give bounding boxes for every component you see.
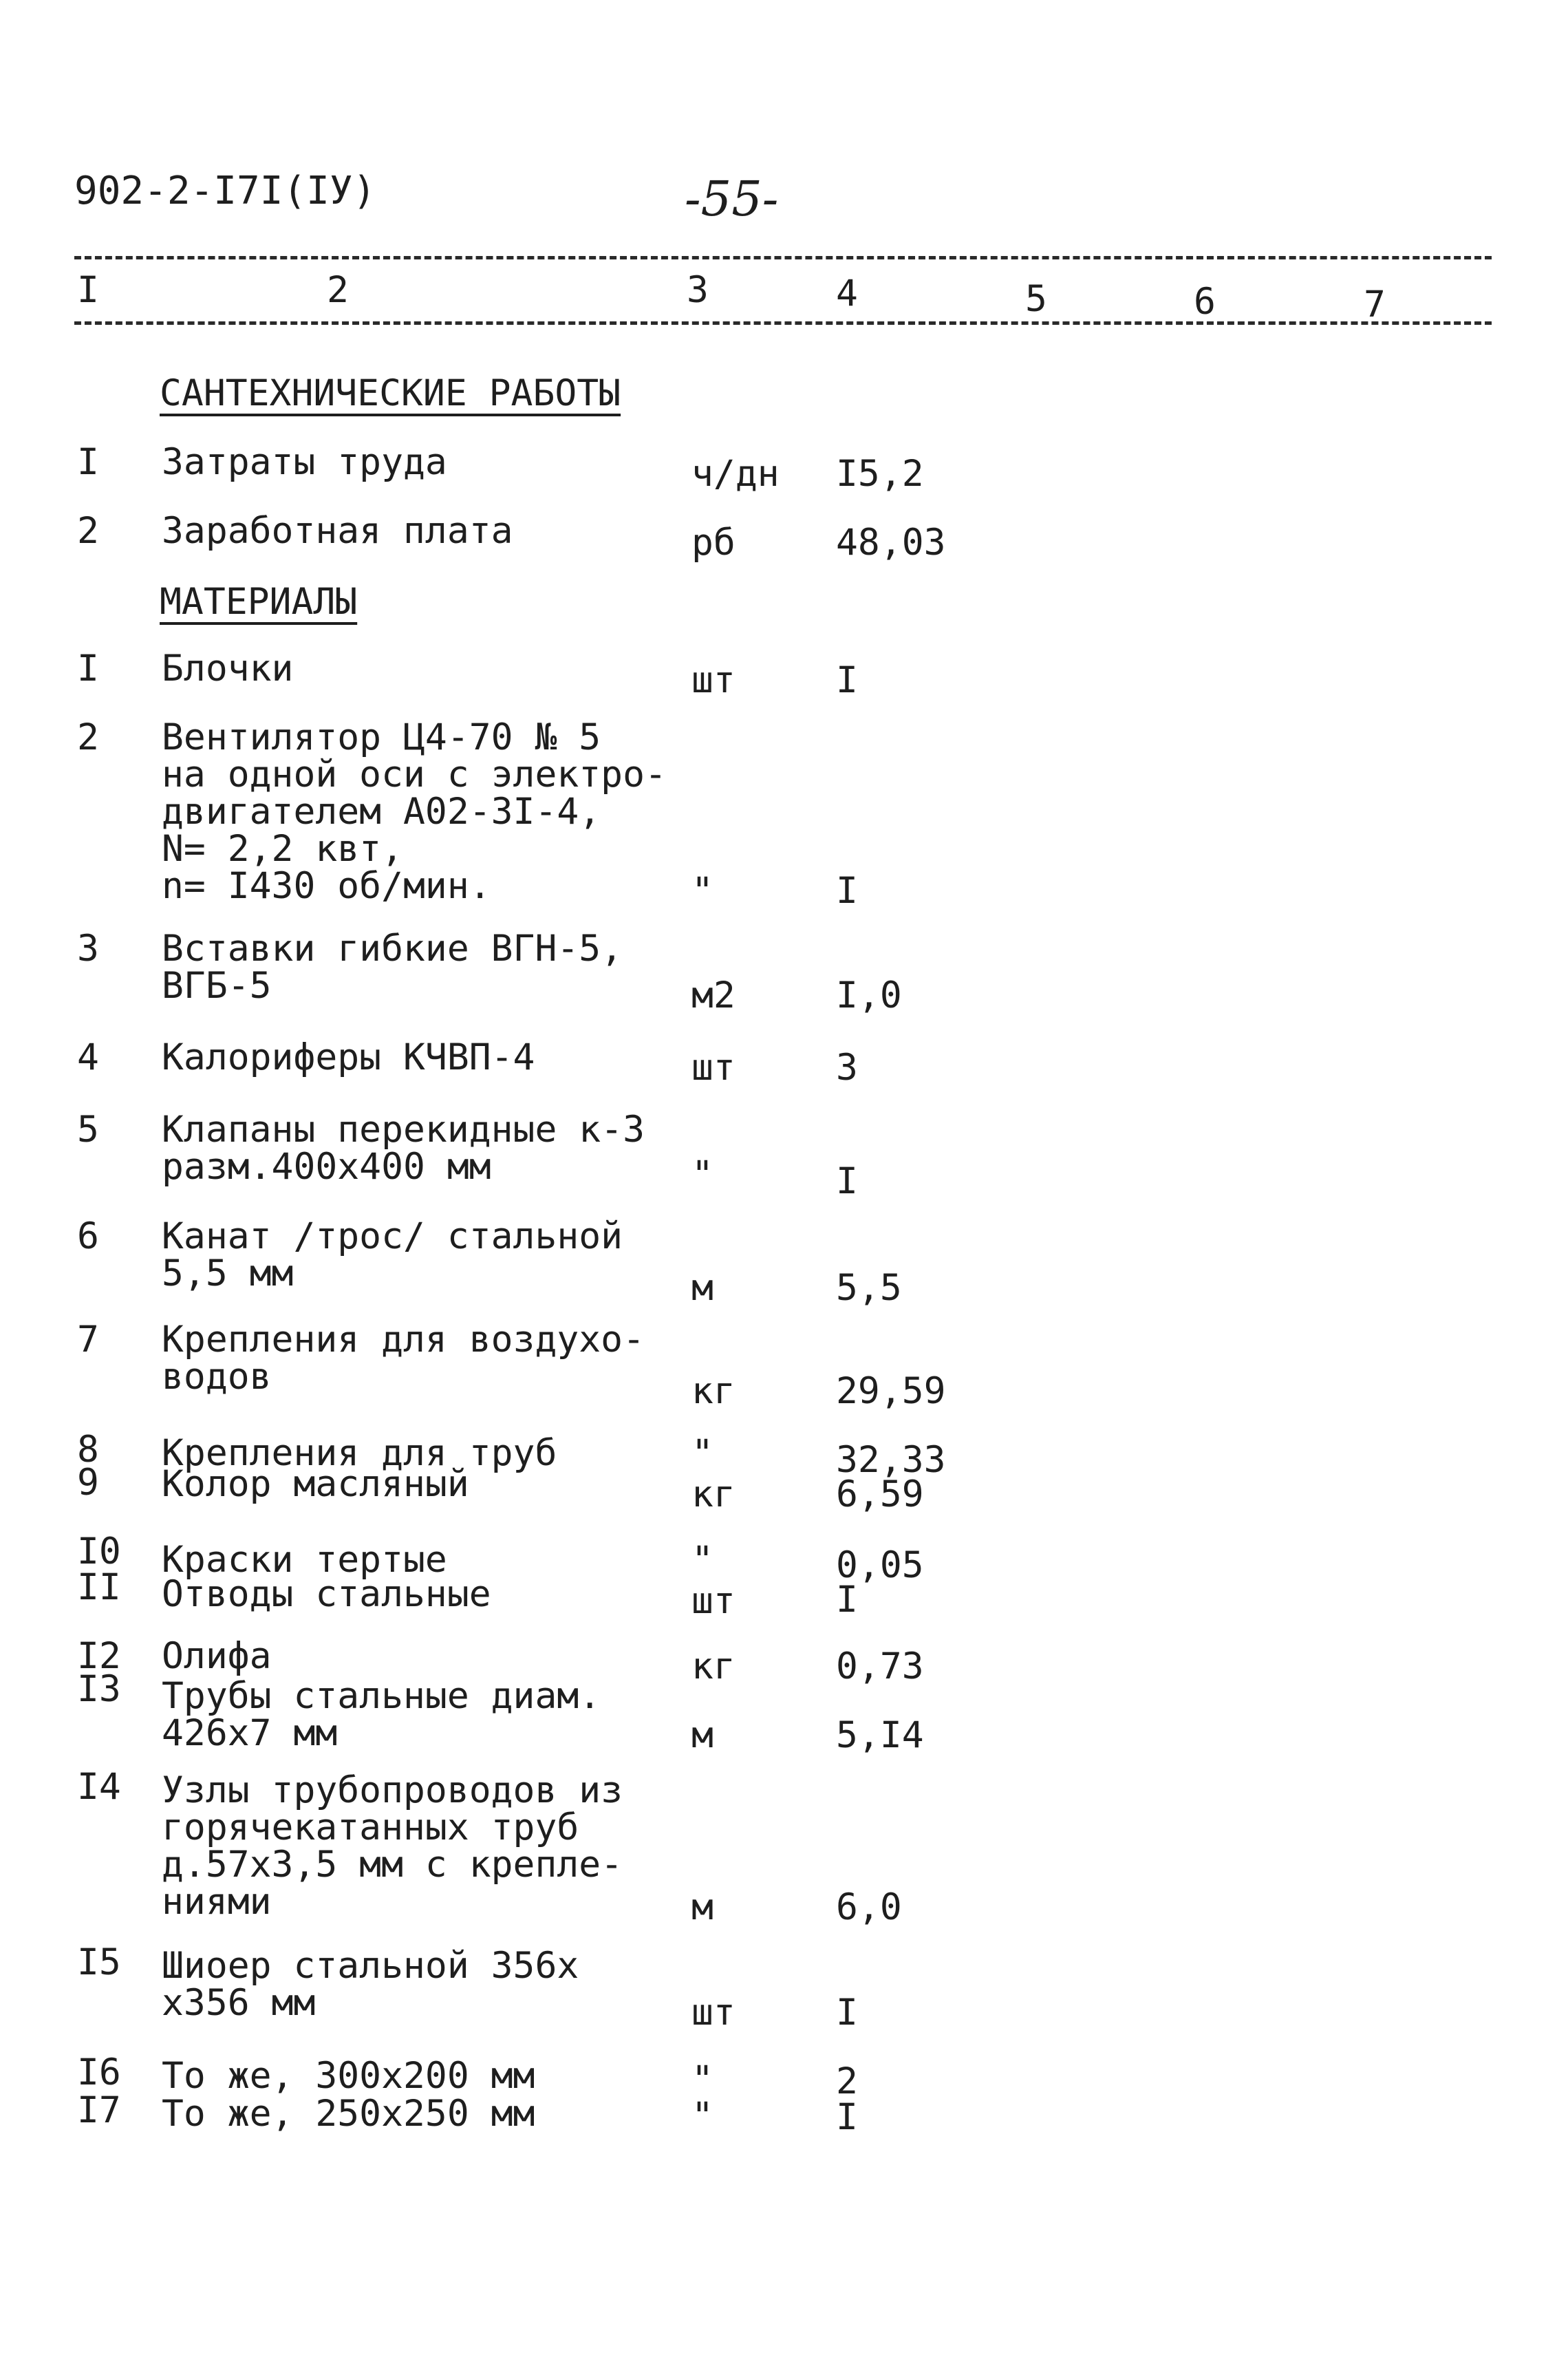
row-name: Колор масляный [162, 1463, 469, 1505]
row-number: 5 [77, 1109, 99, 1151]
row-quantity: 6,59 [836, 1473, 924, 1515]
row-quantity: I [836, 2096, 858, 2138]
row-name: Вентилятор Ц4-70 № 5 на одной оси с электро- двигателем А02-3I-4, N= 2,2 квт, n= I430 об/мин. [162, 716, 667, 907]
row-number: I [77, 648, 99, 690]
row-quantity: 32,33 [836, 1439, 946, 1481]
column-header-4: 4 [836, 273, 858, 314]
row-name: То же, 300х200 мм [162, 2055, 535, 2097]
section-title-materials: МАТЕРИАЛЫ [160, 581, 358, 623]
row-name: Шиоер стальной 356х х356 мм [162, 1945, 579, 2024]
row-name: Отводы стальные [162, 1573, 491, 1615]
row-name: Клапаны перекидные к-3 разм.400х400 мм [162, 1109, 645, 1188]
row-quantity: I,0 [836, 974, 902, 1016]
row-quantity: 0,05 [836, 1544, 924, 1586]
row-unit: рб [691, 522, 735, 564]
row-name: Крепления для воздухо- водов [162, 1319, 645, 1398]
row-quantity: 6,0 [836, 1886, 902, 1928]
row-unit: м [691, 1267, 713, 1309]
row-unit: кг [691, 1473, 735, 1515]
row-number: 2 [77, 510, 99, 552]
row-unit: шт [691, 1992, 735, 2034]
row-quantity: I5,2 [836, 453, 924, 495]
row-name: Заработная плата [162, 510, 513, 552]
row-quantity: I [836, 659, 858, 701]
row-unit: " [691, 1153, 713, 1195]
row-name: Канат /трос/ стальной 5,5 мм [162, 1215, 623, 1294]
row-unit: " [691, 870, 713, 912]
row-unit: ч/дн [691, 453, 780, 495]
column-header-1: I [77, 269, 99, 311]
row-unit: м [691, 1886, 713, 1928]
row-number: I2 [77, 1635, 121, 1677]
row-number: II [77, 1566, 121, 1608]
row-unit: кг [691, 1370, 735, 1412]
row-quantity: I [836, 870, 858, 912]
row-unit: " [691, 1539, 713, 1581]
row-number: 7 [77, 1319, 99, 1361]
column-header-2: 2 [327, 269, 349, 311]
row-unit: м2 [691, 974, 735, 1016]
row-number: I0 [77, 1531, 121, 1572]
row-unit: шт [691, 1047, 735, 1089]
row-number: 3 [77, 928, 99, 970]
row-quantity: I [836, 1992, 858, 2034]
row-quantity: I [836, 1579, 858, 1621]
column-header-6: 6 [1194, 281, 1216, 323]
row-number: 8 [77, 1429, 99, 1471]
row-number: I5 [77, 1941, 121, 1983]
row-unit: " [691, 1432, 713, 1474]
row-quantity: 5,5 [836, 1267, 902, 1309]
row-name: Крепления для труб [162, 1432, 557, 1474]
row-quantity: 29,59 [836, 1370, 946, 1412]
row-name: Калориферы КЧВП-4 [162, 1036, 535, 1078]
row-name: Трубы стальные диам. 426х7 мм [162, 1675, 601, 1754]
row-name: Блочки [162, 648, 294, 690]
row-number: I4 [77, 1766, 121, 1808]
document-code: 902-2-I7I(IУ) [74, 169, 376, 213]
row-number: I3 [77, 1668, 121, 1710]
row-number: I7 [77, 2089, 121, 2131]
row-unit: шт [691, 659, 735, 701]
row-name: Узлы трубопроводов из горячекатанных труб д.57х3,5 мм с крепле- ниями [162, 1769, 623, 1923]
row-quantity: I [836, 1160, 858, 1202]
table-header-bottom-rule [74, 321, 1492, 325]
row-number: I [77, 441, 99, 483]
row-name: Затраты труда [162, 441, 447, 483]
row-unit: м [691, 1714, 713, 1756]
column-header-5: 5 [1025, 278, 1047, 320]
row-name: Краски тертые [162, 1539, 447, 1581]
row-name: Вставки гибкие ВГН-5, ВГБ-5 [162, 928, 623, 1007]
row-number: 4 [77, 1036, 99, 1078]
row-number: 6 [77, 1215, 99, 1257]
column-header-3: 3 [687, 269, 709, 311]
page-number: -55- [685, 171, 779, 227]
row-unit: кг [691, 1645, 735, 1687]
row-number: 2 [77, 716, 99, 758]
row-quantity: 5,I4 [836, 1714, 924, 1756]
row-quantity: 3 [836, 1047, 858, 1089]
row-name: То же, 250х250 мм [162, 2093, 535, 2135]
row-quantity: 2 [836, 2060, 858, 2102]
row-unit: " [691, 2058, 713, 2100]
section-title-works: САНТЕХНИЧЕСКИЕ РАБОТЫ [160, 372, 621, 414]
table-header-top-rule [74, 256, 1492, 259]
row-quantity: 0,73 [836, 1645, 924, 1687]
row-name: Олифа [162, 1635, 272, 1677]
column-header-7: 7 [1364, 284, 1386, 326]
row-number: 9 [77, 1462, 99, 1504]
row-unit: шт [691, 1580, 735, 1622]
row-number: I6 [77, 2051, 121, 2093]
row-quantity: 48,03 [836, 522, 946, 564]
row-unit: " [691, 2095, 713, 2137]
